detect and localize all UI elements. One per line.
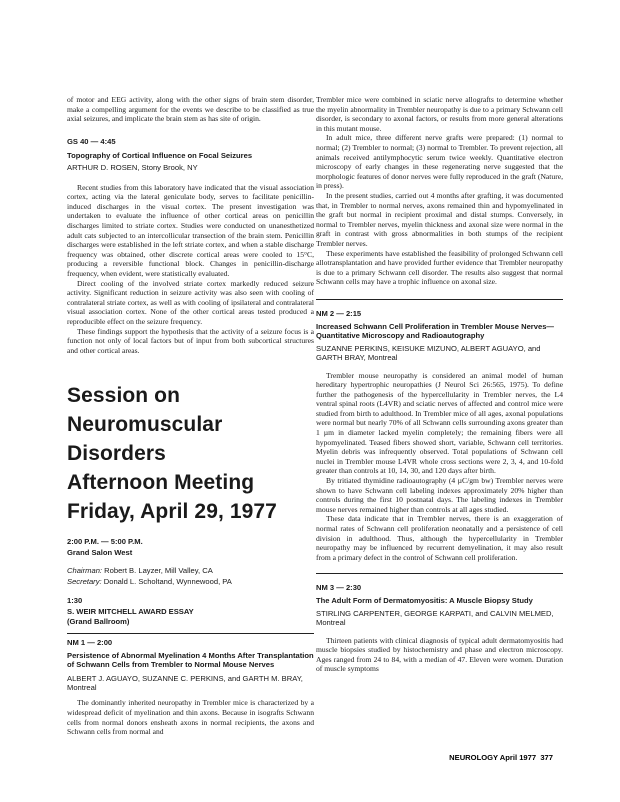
nm2-paragraph: By tritiated thymidine radioautography (4 µC/gm bw) Trembler nerves were shown to have Schwann cell labeling indexes approximately 20% higher than controls during the first 10 postnatal days. The labeling indexes in Trembler mouse nerves remained higher than controls at all ages studied. [316, 476, 563, 514]
left-column [67, 95, 314, 737]
nm2-paragraph: Trembler mouse neuropathy is considered an animal model of human hereditary hypertrophic neuropathies (J Neurol Sci 26:565, 1975). To define further the pathogenesis of the hypercellularity in Trembler nerves, the L4 ventral spinal roots (L4VR) and sciatic nerves of affected and control mice were studied from birth to adulthood. In Trembler mice of all ages, axonal populations were normal but nearly 70% of all Schwann cells surrounding axons greater than 1 µm in diameter lacked myelin completely; the remaining fibers were all hypomyelinated. Teased fibers showed short, variable, Schwann cell territories. Myelin debris was infrequently observed. Total populations of Schwann cell nuclei in Trembler mouse L4VR whole cross sections were 2, 3, 4, and 10-fold greater than controls at 10, 14, 30, and 120 days after birth. [316, 370, 563, 476]
journal-issue: April 1977 [499, 753, 537, 762]
nm2-title: Increased Schwann Cell Proliferation in Trembler Mouse Nerves—Quantitative Microscopy and Radioautography [316, 321, 555, 341]
nm1-continued-paragraph: In the present studies, carried out 4 months after grafting, it was documented that, in Trembler to normal nerves, axons remained thin and hypomyelinated in the graft but normal in recipient proximal and distal stumps. Conversely, in normal to Trembler nerves, myelin thickness and axonal size were normal in the graft in contrast with gross abnormalities in both stumps of the recipient Trembler nerves. [316, 190, 563, 248]
award-time: 1:30 [67, 596, 83, 606]
gs40-title: Topography of Cortical Influence on Focal Seizures [67, 150, 253, 160]
session-title-line: Session on [67, 384, 181, 408]
gs40-authors: ARTHUR D. ROSEN, Stony Brook, NY [67, 163, 198, 173]
award-place: (Grand Ballroom) [67, 617, 130, 627]
chairman-label: Chairman: [67, 566, 103, 576]
nm1-slot: NM 1 — 2:00 [67, 637, 113, 647]
page-number: 377 [540, 753, 553, 762]
nm3-title: The Adult Form of Dermatomyositis: A Muscle Biopsy Study [316, 596, 533, 606]
gs40-slot: GS 40 — 4:45 [67, 136, 116, 146]
chairman-name: Robert B. Layzer, Mill Valley, CA [104, 566, 213, 576]
nm1-continued-paragraph: In adult mice, three different nerve grafts were prepared: (1) normal to normal; (2) Trembler to normal; (3) normal to Trembler. To prevent rejection, all animals received antilymphocytic serum twice weekly. Quantitative electron microscopy of early changes in these regenerating nerve suggested that the morphologic features of donor nerves were fully reproduced in the graft (Nature, in press). [316, 133, 563, 191]
nm1-continued-paragraph: Trembler mice were combined in sciatic nerve allografts to determine whether the myelin abnormality in Trembler neuropathy is due to a primary Schwann cell disorder, is secondary to axonal factors, or results from more general alterations in this mutant mouse. [316, 95, 563, 133]
session-title-line: Afternoon Meeting [67, 471, 255, 495]
nm1-paragraph: The dominantly inherited neuropathy in Trembler mice is characterized by a widespread deficit of myelination and thin axons. Because in isografts Schwann cells from normal donors ensheath axons in normal recipients, the axons and Schwann cells from normal and [67, 698, 314, 737]
nm1-title: Persistence of Abnormal Myelination 4 Months After Transplantation of Schwann Cells from Trembler to Normal Mouse Nerves [67, 650, 314, 670]
secretary-label: Secretary: [67, 576, 102, 586]
journal-name: NEUROLOGY [449, 753, 498, 762]
secretary-line [67, 577, 314, 588]
session-title-line: Friday, April 29, 1977 [67, 500, 277, 524]
gs40-paragraph: These findings support the hypothesis that the activity of a seizure focus is a function not only of local factors but of input from both subcortical structures and other cortical areas. [67, 326, 314, 355]
nm2-authors: SUZANNE PERKINS, KEISUKE MIZUNO, ALBERT AGUAYO, and GARTH BRAY, Montreal [316, 343, 541, 363]
right-column [316, 95, 563, 674]
chairman-line [67, 566, 314, 577]
nm1-authors: ALBERT J. AGUAYO, SUZANNE C. PERKINS, and GARTH M. BRAY, Montreal [67, 673, 303, 692]
session-place: Grand Salon West [67, 547, 133, 557]
gs40-paragraph: Recent studies from this laboratory have indicated that the visual association cortex, acting via the lateral geniculate body, serves to facilitate penicillin-induced discharges in the visual cortex. The present investigation was undertaken to evaluate the influence of other cortical areas on penicillin discharges limited to striate cortex. Studies were conducted on unanesthetized adult cats subjected to an intercollicular transection of the brain stem. Penicillin discharges were established in the left striate cortex, and when a stable discharge frequency was obtained, other discrete cortical areas were cooled to 15°C, producing a reversible functional block. Changes in penicillin-discharge frequency, when evident, were statistically evaluated. [67, 182, 314, 278]
nm3-authors: STIRLING CARPENTER, GEORGE KARPATI, and CALVIN MELMED, Montreal [316, 608, 554, 628]
gs40-paragraph: Direct cooling of the involved striate cortex markedly reduced seizure activity. Significant reduction in seizure activity was also seen with cooling of contralateral striate cortex, as well as with cooling of ipsilateral and contralateral visual association cortex. None of the other cortical areas tested produced a reproducible effect on the seizure frequency. [67, 278, 314, 326]
session-time: 2:00 P.M. — 5:00 P.M. [67, 537, 143, 547]
intro-paragraph: of motor and EEG activity, along with the other signs of brain stem disorder, make a compelling argument for the events we describe to be classified as true axial seizures, and implicate the brain stem as has site of origin. [67, 95, 314, 124]
award-title: S. WEIR MITCHELL AWARD ESSAY [67, 606, 194, 616]
nm1-continued-paragraph: These experiments have established the feasibility of prolonged Schwann cell allotransplantation and have provided further evidence that Trembler neuropathy is due to a primary Schwann cell disorder. The results also suggest that normal Schwann cells may have a trophic influence on axonal size. [316, 248, 563, 287]
nm2-paragraph: These data indicate that in Trembler nerves, there is an exaggeration of normal rates of Schwann cell proliferation neonatally and a persistence of cell division in adulthood. Thus, although the hypercellularity in Trembler neuropathy may be influenced by recurrent demyelination, it may also result from a primary defect in the control of Schwann cell proliferation. [316, 514, 563, 562]
session-heading [67, 381, 314, 526]
nm3-paragraph: Thirteen patients with clinical diagnosis of typical adult dermatomyositis had muscle biopsies studied by histochemistry and phase and electron microscopy. Ages ranged from 24 to 84, with a median of 47. Eleven were women. Duration of muscle symptoms [316, 635, 563, 674]
secretary-name: Donald L. Scholtand, Wynnewood, PA [103, 576, 232, 586]
session-title-line: Neuromuscular Disorders [67, 413, 223, 466]
nm2-slot: NM 2 — 2:15 [316, 308, 362, 318]
page-footer [449, 753, 553, 762]
nm3-slot: NM 3 — 2:30 [316, 583, 362, 593]
